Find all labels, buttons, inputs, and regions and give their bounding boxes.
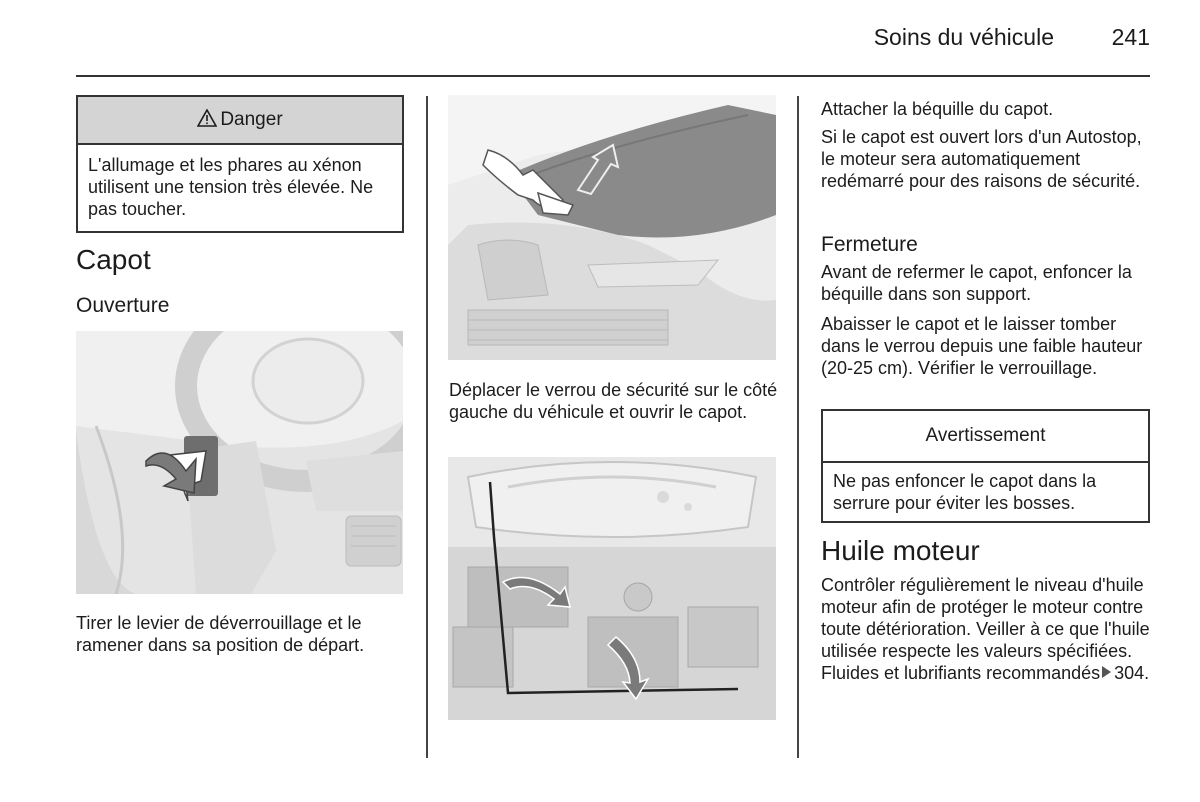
danger-box-header <box>78 97 402 145</box>
oil-text: Contrôler régulièrement le niveau d'huile moteur afin de protéger le moteur contre toute détérioration. Veiller à ce que l'huile utilisée respecte les valeurs spécifiées. Fluides et lubrifiants recommandés <box>821 575 1150 683</box>
text-autostop: Si le capot est ouvert lors d'un Autostop, le moteur sera automatiquement redémarré pour des raisons de sécurité. <box>821 127 1142 191</box>
text-attach-prop: Attacher la béquille du capot. <box>821 99 1054 119</box>
warning-triangle-icon <box>197 99 217 145</box>
section-heading-oil: Huile moteur <box>821 535 980 566</box>
page-number: 241 <box>1111 24 1150 50</box>
subheading-ouverture: Ouverture <box>76 294 170 317</box>
release-lever-illustration <box>76 331 403 594</box>
text-oil <box>821 574 1153 684</box>
danger-text: L'allumage et les phares au xénon utilisent une tension très élevée. Ne pas toucher. <box>88 155 374 219</box>
subheading-fermeture: Fermeture <box>821 233 918 256</box>
danger-box <box>76 95 404 233</box>
warning-title: Avertissement <box>823 411 1148 463</box>
warning-text: Ne pas enfoncer le capot dans la serrure pour éviter les bosses. <box>833 471 1097 513</box>
caption-open-hood: Déplacer le verrou de sécurité sur le côté gauche du véhicule et ouvrir le capot. <box>449 380 778 422</box>
warning-box <box>821 409 1150 523</box>
column-divider-right <box>797 96 799 758</box>
column-divider-left <box>426 96 428 758</box>
section-heading-capot: Capot <box>76 244 151 275</box>
section-title: Soins du véhicule <box>873 24 1054 50</box>
text-lower-hood: Abaisser le capot et le laisser tomber dans le verrou depuis une faible hauteur (20-25 cm). Vérifier le verrouillage. <box>821 314 1143 378</box>
header-rule <box>76 75 1150 77</box>
oil-page-ref[interactable]: 304. <box>1114 663 1150 683</box>
hood-prop-rod-illustration <box>448 457 776 720</box>
reference-arrow-icon <box>1102 666 1111 678</box>
danger-title: Danger <box>220 109 283 130</box>
text-close-prop: Avant de refermer le capot, enfoncer la béquille dans son support. <box>821 262 1132 304</box>
open-hood-illustration <box>448 95 776 360</box>
caption-release-lever: Tirer le levier de déverrouillage et le ramener dans sa position de départ. <box>76 613 365 655</box>
